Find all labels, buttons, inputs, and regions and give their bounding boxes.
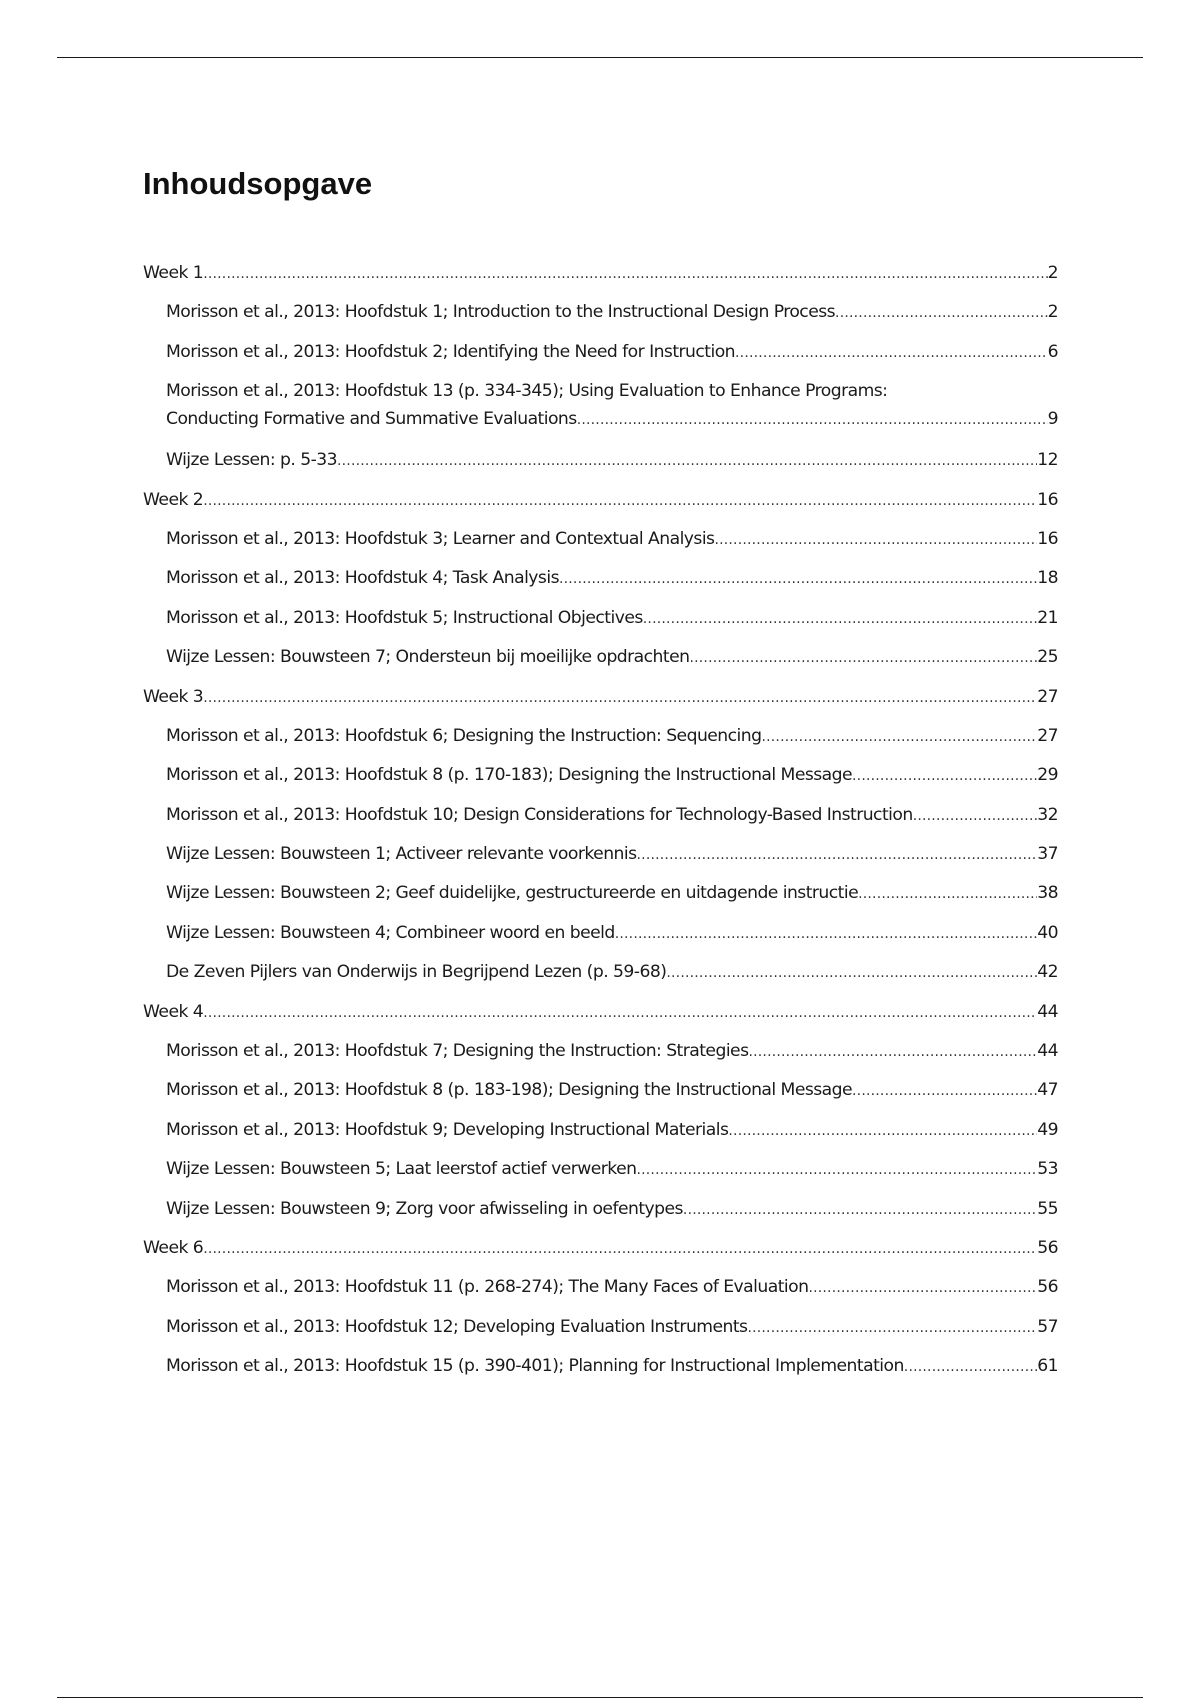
toc-entry-text: Wijze Lessen: Bouwsteen 4; Combineer woord en beeld [166,922,615,943]
toc-page-number: 32 [1037,804,1058,825]
toc-page-number: 25 [1037,647,1058,668]
dot-leader [203,486,1037,515]
toc-entry[interactable] [143,643,1058,682]
toc-page-number: 6 [1047,341,1058,362]
dot-leader [904,1352,1037,1381]
dot-leader [913,801,1038,830]
toc-page-number: 57 [1037,1316,1058,1337]
dot-leader [748,1037,1037,1066]
dot-leader [203,683,1037,712]
toc-entry[interactable] [143,377,1058,446]
toc-entry-text: Morisson et al., 2013: Hoofdstuk 11 (p. 268-274); The Many Faces of Evaluation [166,1277,809,1298]
toc-entry-text: Conducting Formative and Summative Evaluations [166,409,577,430]
toc-entry-text: Week 6 [143,1237,204,1258]
toc-entry[interactable] [143,1195,1058,1234]
toc-page-number: 27 [1037,686,1058,707]
toc-page-number: 38 [1037,883,1058,904]
toc-entry[interactable] [143,338,1058,377]
dot-leader [689,643,1037,672]
toc-page-number: 56 [1037,1277,1058,1298]
toc-entry-text: Wijze Lessen: Bouwsteen 7; Ondersteun bij moeilijke opdrachten [166,647,690,668]
dot-leader [577,405,1048,434]
toc-entry-text: Morisson et al., 2013: Hoofdstuk 10; Design Considerations for Technology-Based Instruction [166,804,913,825]
toc-entry[interactable] [143,1313,1058,1352]
toc-page-number: 61 [1037,1356,1058,1377]
dot-leader [203,998,1037,1027]
toc-entry-text-line1: Morisson et al., 2013: Hoofdstuk 13 (p. 334-345); Using Evaluation to Enhance Programs: [166,381,888,402]
toc-entry-week-6[interactable] [143,1234,1058,1273]
toc-page-number: 12 [1037,450,1058,471]
toc-entry-text: Morisson et al., 2013: Hoofdstuk 1; Introduction to the Instructional Design Process [166,302,836,323]
toc-entry-text: De Zeven Pijlers van Onderwijs in Begrijpend Lezen (p. 59-68) [166,962,667,983]
dot-leader [852,1076,1037,1105]
toc-entry[interactable] [143,801,1058,840]
toc-entry-week-1[interactable] [143,259,1058,298]
toc-entry[interactable] [143,1116,1058,1155]
dot-leader [761,722,1037,751]
dot-leader [203,259,1047,288]
toc-page-number: 56 [1037,1237,1058,1258]
toc-page-number: 55 [1037,1198,1058,1219]
toc-page-number: 2 [1047,302,1058,323]
toc-page-number: 44 [1037,1041,1058,1062]
toc-entry-text: Week 2 [143,489,204,510]
dot-leader [683,1195,1037,1224]
toc-entry-week-4[interactable] [143,998,1058,1037]
dot-leader [615,919,1038,948]
dot-leader [747,1313,1037,1342]
toc-entry[interactable] [143,1155,1058,1194]
toc-page-number: 2 [1047,263,1058,283]
toc-entry-text: Morisson et al., 2013: Hoofdstuk 15 (p. 390-401); Planning for Instructional Implementation [166,1356,904,1377]
dot-leader [559,564,1037,593]
toc-page-number: 37 [1037,844,1058,865]
toc-page-number: 53 [1037,1159,1058,1180]
toc-entry-text: Morisson et al., 2013: Hoofdstuk 7; Designing the Instruction: Strategies [166,1041,749,1062]
toc-page-number: 29 [1037,765,1058,786]
toc-page-number: 16 [1037,528,1058,549]
toc-entry[interactable] [143,840,1058,879]
toc-entry[interactable] [143,722,1058,761]
toc-entry-text: Wijze Lessen: Bouwsteen 9; Zorg voor afwisseling in oefentypes [166,1198,683,1219]
toc-entry[interactable] [143,525,1058,564]
toc-entry[interactable] [143,879,1058,918]
toc-entry[interactable] [143,298,1058,337]
dot-leader [203,1234,1037,1263]
dot-leader [808,1273,1037,1302]
footer-rule [57,1697,1143,1698]
toc-entry-text: Wijze Lessen: Bouwsteen 1; Activeer relevante voorkennis [166,844,637,865]
dot-leader [337,446,1037,475]
toc-page-number: 9 [1047,409,1058,430]
toc-entry-text: Wijze Lessen: Bouwsteen 5; Laat leerstof actief verwerken [166,1159,637,1180]
toc-entry-text: Week 3 [143,686,204,707]
toc-entry-text: Morisson et al., 2013: Hoofdstuk 3; Learner and Contextual Analysis [166,528,715,549]
toc-entry-text: Morisson et al., 2013: Hoofdstuk 8 (p. 183-198); Designing the Instructional Message [166,1080,853,1101]
toc-entry-text: Week 4 [143,1001,204,1022]
header-rule [57,57,1143,58]
toc-entry-text: Morisson et al., 2013: Hoofdstuk 12; Developing Evaluation Instruments [166,1316,748,1337]
dot-leader [637,840,1038,869]
dot-leader [735,338,1048,367]
table-of-contents [143,259,1058,1392]
dot-leader [858,879,1037,908]
toc-entry-week-2[interactable] [143,486,1058,525]
toc-entry[interactable] [143,1352,1058,1391]
toc-entry-text: Morisson et al., 2013: Hoofdstuk 9; Developing Instructional Materials [166,1119,729,1140]
toc-title: Inhoudsopgave [143,166,373,201]
toc-entry-text: Morisson et al., 2013: Hoofdstuk 4; Task Analysis [166,568,559,589]
dot-leader [852,761,1037,790]
toc-entry-text: Morisson et al., 2013: Hoofdstuk 5; Instructional Objectives [166,607,643,628]
toc-page-number: 49 [1037,1119,1058,1140]
dot-leader [643,604,1037,633]
toc-entry[interactable] [143,1273,1058,1312]
dot-leader [835,298,1048,327]
dot-leader [714,525,1037,554]
toc-page-number: 21 [1037,607,1058,628]
toc-page-number: 42 [1037,962,1058,983]
dot-leader [666,958,1037,987]
toc-entry[interactable] [143,761,1058,800]
toc-entry[interactable] [143,446,1058,485]
dot-leader [636,1155,1037,1184]
toc-page-number: 47 [1037,1080,1058,1101]
toc-entry-text: Week 1 [143,263,204,283]
toc-entry-week-3[interactable] [143,683,1058,722]
toc-entry[interactable] [143,1076,1058,1115]
toc-entry-text: Morisson et al., 2013: Hoofdstuk 2; Identifying the Need for Instruction [166,341,736,362]
toc-entry[interactable] [143,1037,1058,1076]
dot-leader [728,1116,1037,1145]
toc-entry[interactable] [143,958,1058,997]
toc-page-number: 27 [1037,725,1058,746]
toc-page-number: 16 [1037,489,1058,510]
toc-entry[interactable] [143,604,1058,643]
toc-entry-text: Morisson et al., 2013: Hoofdstuk 6; Designing the Instruction: Sequencing [166,725,762,746]
toc-page-number: 40 [1037,922,1058,943]
toc-entry-text: Morisson et al., 2013: Hoofdstuk 8 (p. 170-183); Designing the Instructional Message [166,765,853,786]
toc-entry[interactable] [143,564,1058,603]
toc-page-number: 44 [1037,1001,1058,1022]
toc-page-number: 18 [1037,568,1058,589]
toc-entry-text: Wijze Lessen: Bouwsteen 2; Geef duidelijke, gestructureerde en uitdagende instructie [166,883,859,904]
toc-entry-text: Wijze Lessen: p. 5-33 [166,450,337,471]
toc-entry[interactable] [143,919,1058,958]
